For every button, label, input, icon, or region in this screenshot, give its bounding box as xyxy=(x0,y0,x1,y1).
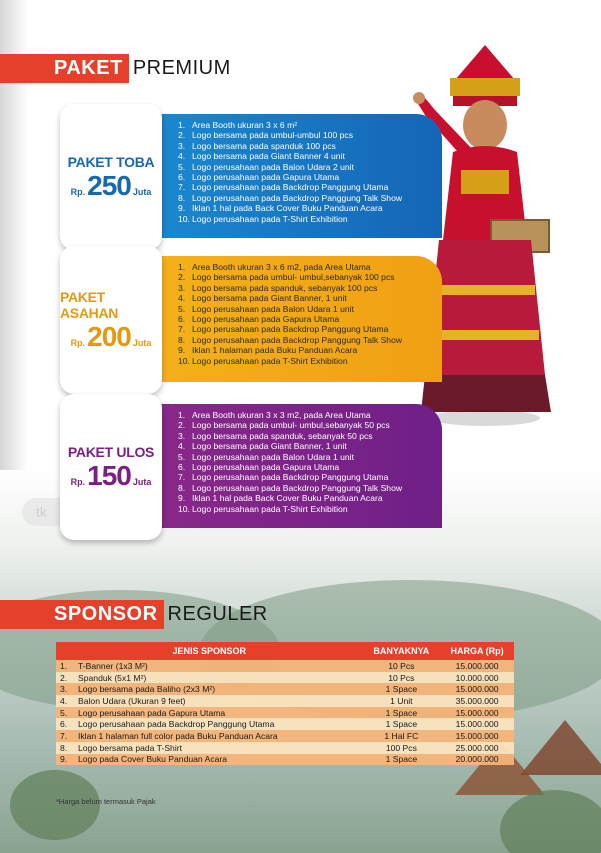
list-item: 5. Logo perusahaan pada Balon Udara 2 unit xyxy=(178,161,354,172)
cell-qty: 1 Space xyxy=(363,707,441,719)
list-item: 10. Logo perusahaan pada T-Shirt Exhibition xyxy=(178,355,348,366)
cell-no: 3. xyxy=(56,683,74,695)
table-row xyxy=(56,754,514,766)
package-price xyxy=(71,172,152,200)
list-item: 9. Iklan 1 halaman pada Buku Panduan Acara xyxy=(178,345,358,356)
header-banyaknya: BANYAKNYA xyxy=(363,642,441,660)
cell-jenis: Logo perusahaan pada Gapura Utama xyxy=(74,707,363,719)
list-item: 1. Area Booth ukuran 3 x 6 m² xyxy=(178,120,298,130)
list-item: 2. Logo bersama pada umbul- umbul,sebanyak 50 pcs xyxy=(178,420,390,431)
package-asahan xyxy=(60,256,442,382)
cell-qty: 1 Space xyxy=(363,683,441,695)
list-item: 10. Logo perusahaan pada T-Shirt Exhibition xyxy=(178,503,348,514)
list-item: 7. Logo perusahaan pada Backdrop Panggung Utama xyxy=(178,182,389,193)
list-item: 2. Logo bersama pada umbul-umbul 100 pcs xyxy=(178,130,353,141)
cell-price: 15.000.000 xyxy=(440,660,514,672)
cell-no: 4. xyxy=(56,695,74,707)
package-price xyxy=(71,462,152,490)
list-item: 5. Logo perusahaan pada Balon Udara 1 unit xyxy=(178,451,354,462)
tax-note: *Harga belum termasuk Pajak xyxy=(56,797,156,806)
table-row xyxy=(56,730,514,742)
list-item: 5. Logo perusahaan pada Balon Udara 1 unit xyxy=(178,303,354,314)
package-items xyxy=(178,410,402,514)
price-amount: 200 xyxy=(87,321,131,352)
cell-price: 10.000.000 xyxy=(440,672,514,684)
price-currency: Rp. xyxy=(70,187,86,197)
list-item: 10. Logo perusahaan pada T-Shirt Exhibition xyxy=(178,213,348,224)
heading-rest: PREMIUM xyxy=(132,57,231,79)
cell-jenis: Logo bersama pada T-Shirt xyxy=(74,742,363,754)
list-item: 9. Iklan 1 hal pada Back Cover Buku Panduan Acara xyxy=(178,493,383,504)
cell-jenis: Spanduk (5x1 M²) xyxy=(74,672,363,684)
list-item: 1. Area Booth ukuran 3 x 3 m2, pada Area Utama xyxy=(178,410,371,420)
list-item: 7. Logo perusahaan pada Backdrop Panggung Utama xyxy=(178,324,389,335)
section-heading-sponsor xyxy=(0,600,268,629)
package-toba xyxy=(60,114,442,238)
cell-qty: 1 Space xyxy=(363,718,441,730)
list-item: 2. Logo bersama pada umbul- umbul,sebanyak 100 pcs xyxy=(178,272,395,283)
list-item: 1. Area Booth ukuran 3 x 6 m2, pada Area Utama xyxy=(178,262,371,272)
price-unit: Juta xyxy=(132,338,152,348)
cell-no: 2. xyxy=(56,672,74,684)
list-item: 6. Logo perusahaan pada Gapura Utama xyxy=(178,314,340,325)
cell-jenis: Logo perusahaan pada Backdrop Panggung Utama xyxy=(74,718,363,730)
price-amount: 150 xyxy=(87,460,131,491)
cell-price: 20.000.000 xyxy=(440,754,514,766)
cell-no: 7. xyxy=(56,730,74,742)
cell-no: 1. xyxy=(56,660,74,672)
package-items xyxy=(178,262,402,366)
cell-no: 9. xyxy=(56,754,74,766)
list-item: 8. Logo perusahaan pada Backdrop Panggung Talk Show xyxy=(178,334,403,345)
cell-no: 6. xyxy=(56,718,74,730)
cell-jenis: T-Banner (1x3 M²) xyxy=(74,660,363,672)
list-item: 4. Logo bersama pada Giant Banner 4 unit xyxy=(178,151,345,162)
table-row xyxy=(56,707,514,719)
list-item: 4. Logo bersama pada Giant Banner, 1 unit xyxy=(178,293,347,304)
package-name: PAKET TOBA xyxy=(67,154,155,170)
header-jenis-sponsor: JENIS SPONSOR xyxy=(56,642,363,660)
heading-tag: SPONSOR xyxy=(0,600,164,629)
list-item: 7. Logo perusahaan pada Backdrop Panggung Utama xyxy=(178,472,389,483)
list-item: 3. Logo bersama pada spanduk, sebanyak 50 pcs xyxy=(178,430,373,441)
heading-rest: REGULER xyxy=(167,603,268,625)
package-ulos xyxy=(60,404,442,528)
cell-price: 15.000.000 xyxy=(440,683,514,695)
list-item: 6. Logo perusahaan pada Gapura Utama xyxy=(178,172,340,183)
price-currency: Rp. xyxy=(70,477,86,487)
table-row xyxy=(56,742,514,754)
table-row xyxy=(56,660,514,672)
cell-jenis: Logo bersama pada Baliho (2x3 M²) xyxy=(74,683,363,695)
price-currency: Rp. xyxy=(70,338,86,348)
package-label-card xyxy=(60,394,162,540)
list-item: 8. Logo perusahaan pada Backdrop Panggung Talk Show xyxy=(178,192,403,203)
cell-no: 8. xyxy=(56,742,74,754)
heading-tag: PAKET xyxy=(0,54,129,83)
package-price xyxy=(71,323,152,351)
header-harga: HARGA (Rp) xyxy=(440,642,514,660)
list-item: 3. Logo bersama pada spanduk 100 pcs xyxy=(178,140,336,151)
section-heading-premium xyxy=(0,54,231,83)
list-item: 3. Logo bersama pada spanduk, sebanyak 100 pcs xyxy=(178,282,378,293)
cell-price: 15.000.000 xyxy=(440,707,514,719)
table-header-row xyxy=(56,642,514,660)
list-item: 4. Logo bersama pada Giant Banner, 1 unit xyxy=(178,441,347,452)
cell-jenis: Iklan 1 halaman full color pada Buku Panduan Acara xyxy=(74,730,363,742)
package-label-card xyxy=(60,104,162,250)
cell-qty: 10 Pcs xyxy=(363,672,441,684)
cell-jenis: Balon Udara (Ukuran 9 feet) xyxy=(74,695,363,707)
cell-price: 15.000.000 xyxy=(440,730,514,742)
table-row xyxy=(56,695,514,707)
table-row xyxy=(56,672,514,684)
list-item: 6. Logo perusahaan pada Gapura Utama xyxy=(178,462,340,473)
table-row xyxy=(56,683,514,695)
list-item: 9. Iklan 1 hal pada Back Cover Buku Panduan Acara xyxy=(178,203,383,214)
cell-qty: 1 Space xyxy=(363,754,441,766)
package-label-card xyxy=(60,246,162,394)
cell-price: 25.000.000 xyxy=(440,742,514,754)
cell-qty: 10 Pcs xyxy=(363,660,441,672)
cell-qty: 1 Hal FC xyxy=(363,730,441,742)
table-row xyxy=(56,718,514,730)
cell-price: 35.000.000 xyxy=(440,695,514,707)
watermark-pill: tk xyxy=(22,498,172,526)
cell-qty: 100 Pcs xyxy=(363,742,441,754)
package-items xyxy=(178,120,402,224)
cell-jenis: Logo pada Cover Buku Panduan Acara xyxy=(74,754,363,766)
sponsor-table xyxy=(56,642,514,765)
price-unit: Juta xyxy=(132,187,152,197)
package-name: PAKET ASAHAN xyxy=(60,289,119,321)
package-name: PAKET ULOS xyxy=(67,444,155,460)
cell-price: 15.000.000 xyxy=(440,718,514,730)
price-amount: 250 xyxy=(87,170,131,201)
cell-qty: 1 Unit xyxy=(363,695,441,707)
price-unit: Juta xyxy=(132,477,152,487)
list-item: 8. Logo perusahaan pada Backdrop Panggung Talk Show xyxy=(178,482,403,493)
cell-no: 5. xyxy=(56,707,74,719)
